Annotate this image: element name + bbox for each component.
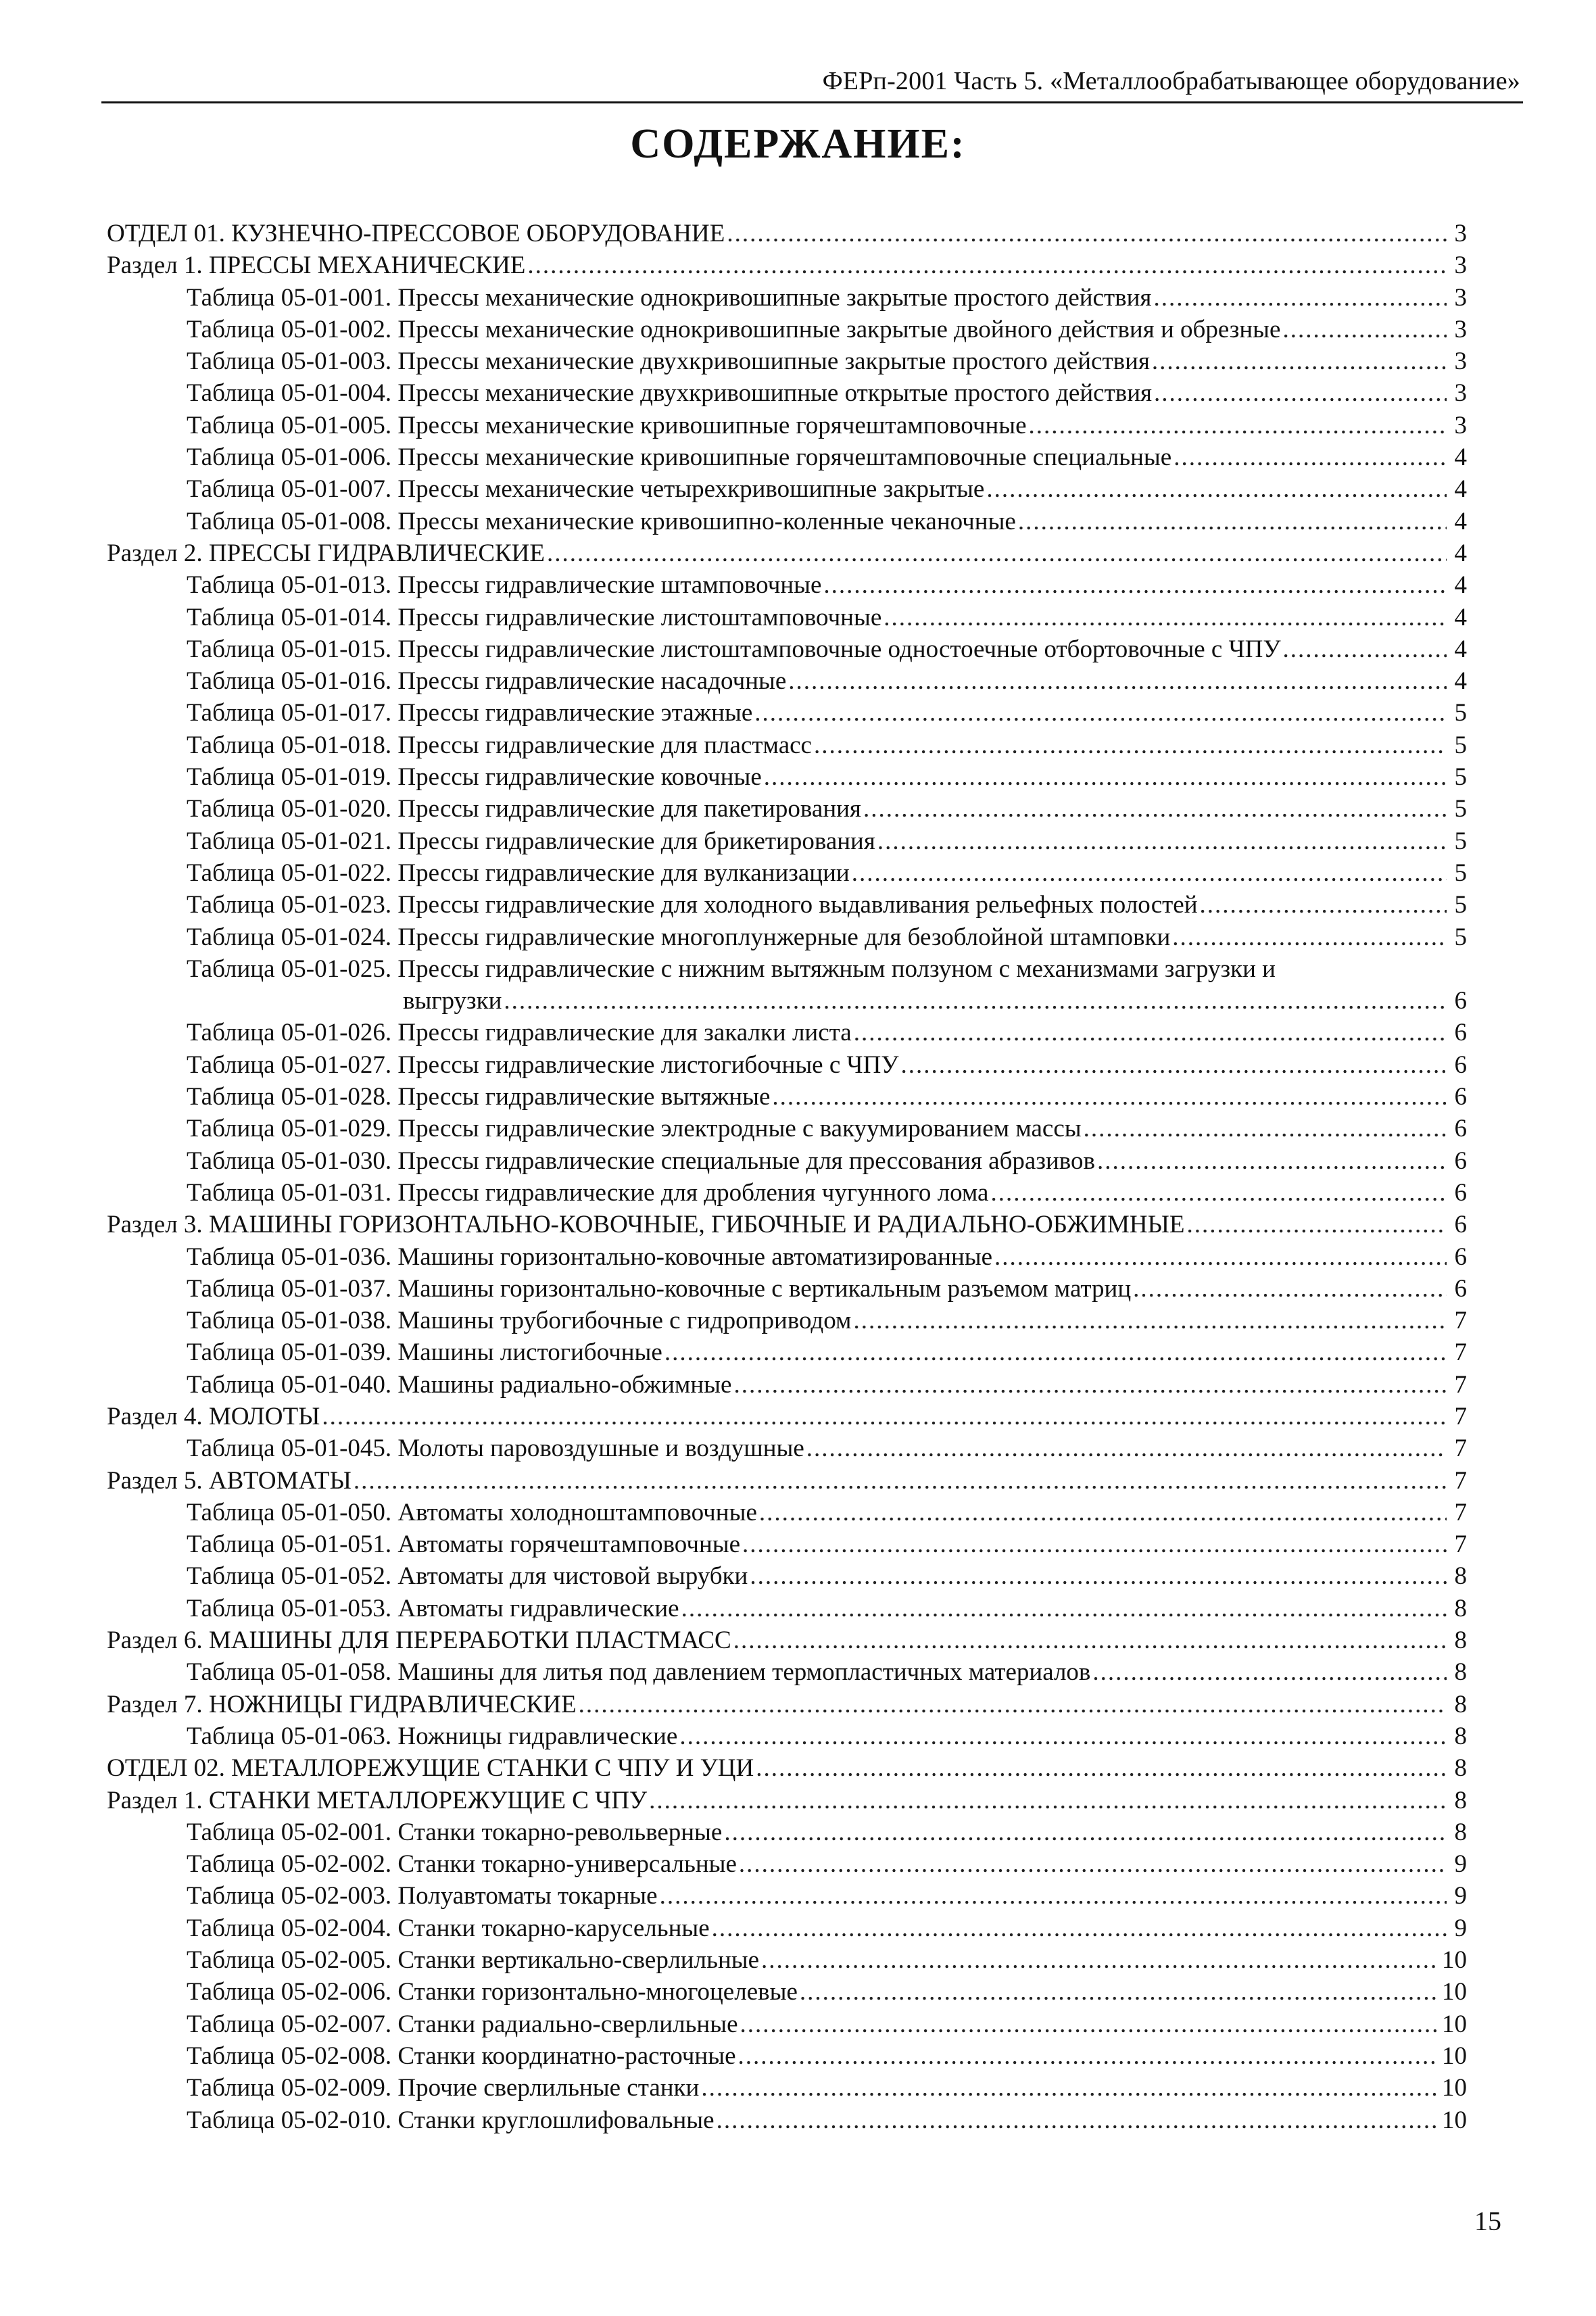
toc-table-entry[interactable] <box>107 953 1467 1017</box>
toc-entry-page: 6 <box>1454 1211 1467 1239</box>
toc-entry-title: Таблица 05-01-030. Прессы гидравлические специальные для прессования абразивов <box>187 1147 1095 1175</box>
toc-entry-title: Таблица 05-02-005. Станки вертикально-сверлильные <box>187 1946 760 1975</box>
toc-table-entry[interactable] <box>107 1145 1467 1177</box>
dot-leader <box>1282 314 1447 345</box>
toc-entry-title: Таблица 05-01-037. Машины горизонтально-ковочные с вертикальным разъемом матриц <box>187 1274 1132 1303</box>
toc-table-entry[interactable] <box>107 1305 1467 1336</box>
toc-table-entry[interactable] <box>107 1593 1467 1624</box>
dot-leader <box>504 985 1447 1017</box>
dot-leader <box>649 1785 1447 1816</box>
toc-entry-title: Таблица 05-01-007. Прессы механические четырехкривошипные закрытые <box>187 475 985 504</box>
dot-leader <box>724 1816 1447 1848</box>
toc-entry-title: Таблица 05-01-003. Прессы механические двухкривошипные закрытые простого действия <box>187 347 1150 376</box>
toc-entry-title: Таблица 05-01-036. Машины горизонтально-ковочные автоматизированные <box>187 1243 993 1271</box>
dot-leader <box>1152 345 1447 377</box>
dot-leader <box>1186 1209 1447 1240</box>
toc-entry-page: 5 <box>1454 699 1467 727</box>
toc-table-entry[interactable] <box>107 1177 1467 1209</box>
toc-entry-page: 9 <box>1454 1914 1467 1942</box>
toc-entry-page: 3 <box>1454 411 1467 439</box>
toc-entry-title: Таблица 05-01-002. Прессы механические однокривошипные закрытые двойного действия и обрезные <box>187 315 1281 343</box>
toc-entry-page: 10 <box>1442 2010 1467 2038</box>
dot-leader <box>660 1880 1447 1912</box>
dot-leader <box>739 1848 1447 1880</box>
dot-leader <box>756 1752 1447 1784</box>
toc-table-entry[interactable] <box>107 1497 1467 1528</box>
dot-leader <box>1154 377 1447 409</box>
toc-table-entry[interactable] <box>107 1976 1467 2008</box>
dot-leader <box>764 761 1447 793</box>
dot-leader <box>1153 282 1447 314</box>
toc-entry-page: 6 <box>1454 1274 1467 1303</box>
dot-leader <box>547 537 1447 569</box>
toc-section[interactable] <box>107 537 1467 569</box>
toc-entry-title: Таблица 05-01-021. Прессы гидравлические для брикетирования <box>187 827 875 855</box>
toc-entry-title: Таблица 05-01-045. Молоты паровоздушные и воздушные <box>187 1434 804 1463</box>
toc-table-entry[interactable] <box>107 569 1467 601</box>
toc-entry-title: Таблица 05-01-029. Прессы гидравлические электродные с вакуумированием массы <box>187 1115 1082 1143</box>
dot-leader <box>986 473 1447 505</box>
toc-table-entry[interactable] <box>107 793 1467 825</box>
toc-entry-title: Таблица 05-01-028. Прессы гидравлические вытяжные <box>187 1083 771 1111</box>
toc-entry-title: Таблица 05-01-026. Прессы гидравлические для закалки листа <box>187 1019 852 1047</box>
toc-entry-page: 6 <box>1454 1147 1467 1175</box>
toc-entry-title: Таблица 05-02-001. Станки токарно-револьверные <box>187 1818 723 1846</box>
toc-table-entry[interactable] <box>107 506 1467 537</box>
running-header: ФЕРп-2001 Часть 5. «Металлообрабатывающее оборудование» <box>822 67 1520 95</box>
toc-entry-page: 3 <box>1454 379 1467 408</box>
dot-leader <box>1092 1656 1447 1688</box>
toc-entry-page: 3 <box>1454 220 1467 247</box>
toc-section[interactable] <box>107 1465 1467 1497</box>
dot-leader <box>733 1369 1447 1401</box>
toc-table-entry[interactable] <box>107 761 1467 793</box>
dot-leader <box>701 2072 1438 2104</box>
toc-entry-title: Раздел 2. ПРЕССЫ ГИДРАВЛИЧЕСКИЕ <box>107 539 546 567</box>
toc-entry-title: Таблица 05-02-008. Станки координатно-расточные <box>187 2042 736 2070</box>
dot-leader <box>990 1177 1447 1209</box>
toc-entry-page: 4 <box>1454 635 1467 663</box>
toc-table-entry[interactable] <box>107 1656 1467 1688</box>
toc-table-entry[interactable] <box>107 441 1467 473</box>
toc-department[interactable] <box>107 1752 1467 1784</box>
dot-leader <box>754 697 1447 729</box>
toc-section[interactable] <box>107 1401 1467 1432</box>
toc-entry-page: 6 <box>1454 1243 1467 1271</box>
dot-leader <box>814 729 1447 761</box>
dot-leader <box>854 1017 1447 1048</box>
toc-table-entry[interactable] <box>107 345 1467 377</box>
dot-leader <box>853 1305 1447 1336</box>
toc-section[interactable] <box>107 1785 1467 1816</box>
toc-entry-page: 5 <box>1454 923 1467 951</box>
toc-table-entry[interactable] <box>107 2040 1467 2072</box>
toc-table-entry[interactable] <box>107 1369 1467 1401</box>
toc-entry-page: 6 <box>1454 987 1467 1015</box>
page-number: 15 <box>1474 2206 1501 2236</box>
toc-entry-page: 8 <box>1454 1786 1467 1814</box>
dot-leader <box>823 569 1447 601</box>
toc-entry-title: Таблица 05-01-040. Машины радиально-обжимные <box>187 1370 732 1399</box>
toc-entry-page: 5 <box>1454 891 1467 919</box>
toc-entry-page: 7 <box>1454 1307 1467 1335</box>
toc-entry-page: 6 <box>1454 1019 1467 1047</box>
toc-entry-title: Таблица 05-01-063. Ножницы гидравлические <box>187 1722 678 1750</box>
toc-entry-page: 4 <box>1454 571 1467 600</box>
toc-entry-title: Таблица 05-01-015. Прессы гидравлические листоштамповочные одностоечные отбортовочные с ЧПУ <box>187 635 1281 663</box>
toc-entry-title: Таблица 05-01-008. Прессы механические кривошипно-коленные чеканочные <box>187 507 1016 535</box>
toc-entry-page: 4 <box>1454 603 1467 631</box>
toc-table-entry[interactable] <box>107 1848 1467 1880</box>
toc-entry-title: Таблица 05-01-001. Прессы механические однокривошипные закрытые простого действия <box>187 283 1152 312</box>
dot-leader <box>712 1912 1447 1944</box>
toc-entry-page: 10 <box>1442 2074 1467 2102</box>
toc-entry-title: Раздел 4. МОЛОТЫ <box>107 1402 320 1430</box>
dot-leader <box>901 1049 1447 1081</box>
dot-leader <box>681 1593 1447 1624</box>
toc-entry-page: 10 <box>1442 1978 1467 2006</box>
toc-entry-page: 8 <box>1454 1754 1467 1783</box>
toc-entry-page: 6 <box>1454 1051 1467 1079</box>
dot-leader <box>740 2008 1438 2040</box>
toc-entry-title: Раздел 1. ПРЕССЫ МЕХАНИЧЕСКИЕ <box>107 251 526 280</box>
toc-table-entry[interactable] <box>107 921 1467 953</box>
toc-entry-page: 3 <box>1454 315 1467 343</box>
toc-table-entry[interactable] <box>107 314 1467 345</box>
toc-table-entry[interactable] <box>107 602 1467 633</box>
toc-entry-title: Таблица 05-01-023. Прессы гидравлические для холодного выдавливания рельефных полостей <box>187 891 1198 919</box>
dot-leader <box>994 1241 1447 1273</box>
toc-entry-page: 7 <box>1454 1402 1467 1430</box>
toc-entry-title: Раздел 1. СТАНКИ МЕТАЛЛОРЕЖУЩИЕ С ЧПУ <box>107 1786 648 1814</box>
toc-entry-title: Таблица 05-01-018. Прессы гидравлические для пластмасс <box>187 731 812 759</box>
dot-leader <box>742 1528 1447 1560</box>
toc-entry-title: Таблица 05-01-022. Прессы гидравлические для вулканизации <box>187 859 850 887</box>
dot-leader <box>527 249 1447 281</box>
toc-entry-title: Таблица 05-01-058. Машины для литья под давлением термопластичных материалов <box>187 1658 1091 1687</box>
toc-entry-title: Раздел 7. НОЖНИЦЫ ГИДРАВЛИЧЕСКИЕ <box>107 1690 577 1718</box>
toc-entry-continuation <box>187 985 1467 1017</box>
toc-entry-title: Таблица 05-01-005. Прессы механические кривошипные горячештамповочные <box>187 411 1027 439</box>
dot-leader <box>322 1401 1447 1432</box>
dot-leader <box>852 857 1447 889</box>
toc-table-entry[interactable] <box>107 410 1467 441</box>
dot-leader <box>738 2040 1438 2072</box>
toc-section[interactable] <box>107 1624 1467 1656</box>
toc-entry-page: 3 <box>1454 251 1467 280</box>
dot-leader <box>1172 921 1447 953</box>
toc-section[interactable] <box>107 1689 1467 1720</box>
toc-entry-page: 7 <box>1454 1370 1467 1399</box>
toc-table-entry[interactable] <box>107 633 1467 665</box>
dot-leader <box>354 1465 1447 1497</box>
toc-entry-title: Таблица 05-02-004. Станки токарно-карусельные <box>187 1914 710 1942</box>
toc-entry-page: 4 <box>1454 507 1467 535</box>
toc-table-entry[interactable] <box>107 1049 1467 1081</box>
page-title: СОДЕРЖАНИЕ: <box>630 121 966 167</box>
toc-entry-page: 7 <box>1454 1338 1467 1367</box>
dot-leader <box>579 1689 1447 1720</box>
toc-table-entry[interactable] <box>107 889 1467 921</box>
toc-entry-page: 8 <box>1454 1594 1467 1622</box>
toc-entry-title: Раздел 6. МАШИНЫ ДЛЯ ПЕРЕРАБОТКИ ПЛАСТМАСС <box>107 1626 731 1655</box>
toc-entry-page: 8 <box>1454 1626 1467 1655</box>
toc-entry-page: 5 <box>1454 795 1467 823</box>
toc-table-entry[interactable] <box>107 473 1467 505</box>
toc-entry-page: 8 <box>1454 1562 1467 1591</box>
toc-entry-page: 7 <box>1454 1434 1467 1463</box>
toc-table-entry[interactable] <box>107 1432 1467 1464</box>
toc-entry-page: 3 <box>1454 347 1467 376</box>
toc-entry-title: Таблица 05-01-017. Прессы гидравлические этажные <box>187 699 753 727</box>
toc-entry-title: ОТДЕЛ 02. МЕТАЛЛОРЕЖУЩИЕ СТАНКИ С ЧПУ И УЦИ <box>107 1754 754 1783</box>
dot-leader <box>679 1720 1447 1752</box>
toc-table-entry[interactable] <box>107 2008 1467 2040</box>
dot-leader <box>1084 1113 1447 1144</box>
toc-table-entry[interactable] <box>107 665 1467 697</box>
toc-entry-title: Таблица 05-02-010. Станки круглошлифовальные <box>187 2106 715 2134</box>
toc-entry-title: Таблица 05-01-038. Машины трубогибочные с гидроприводом <box>187 1307 852 1335</box>
dot-leader <box>1018 506 1447 537</box>
toc-table-entry[interactable] <box>107 1880 1467 1912</box>
toc-table-entry[interactable] <box>107 1912 1467 1944</box>
toc-entry-title: Таблица 05-02-009. Прочие сверлильные станки <box>187 2074 700 2102</box>
dot-leader <box>1097 1145 1447 1177</box>
toc-entry-page: 8 <box>1454 1690 1467 1718</box>
toc-entry-title: Таблица 05-01-031. Прессы гидравлические для дробления чугунного лома <box>187 1178 989 1207</box>
toc-entry-title-cont: выгрузки <box>403 987 502 1015</box>
toc-entry-title: Таблица 05-01-016. Прессы гидравлические насадочные <box>187 667 787 696</box>
toc-table-entry[interactable] <box>107 1113 1467 1144</box>
toc-table-entry[interactable] <box>107 1560 1467 1592</box>
dot-leader <box>877 825 1447 857</box>
toc-table-entry[interactable] <box>107 729 1467 761</box>
toc-section[interactable] <box>107 249 1467 281</box>
toc-entry-page: 7 <box>1454 1530 1467 1559</box>
dot-leader <box>717 2104 1438 2136</box>
dot-leader <box>800 1976 1438 2008</box>
toc-entry-page: 4 <box>1454 667 1467 696</box>
dot-leader <box>863 793 1447 825</box>
toc-table-entry[interactable] <box>107 1273 1467 1305</box>
toc-entry-title: Таблица 05-02-007. Станки радиально-сверлильные <box>187 2010 738 2038</box>
toc-table-entry[interactable] <box>107 1081 1467 1113</box>
toc-entry-page: 4 <box>1454 539 1467 567</box>
toc-table-entry[interactable] <box>107 825 1467 857</box>
toc-entry-page: 10 <box>1442 2042 1467 2070</box>
toc-entry-page: 5 <box>1454 827 1467 855</box>
dot-leader <box>772 1081 1447 1113</box>
dot-leader <box>1200 889 1447 921</box>
dot-leader <box>788 665 1447 697</box>
toc-entry-page: 10 <box>1442 2106 1467 2134</box>
toc-entry-page: 7 <box>1454 1498 1467 1526</box>
header-divider <box>101 101 1523 103</box>
toc-entry-page: 5 <box>1454 763 1467 792</box>
toc-entry-title: Таблица 05-01-006. Прессы механические кривошипные горячештамповочные специальные <box>187 443 1172 472</box>
toc-entry-page: 5 <box>1454 859 1467 887</box>
toc-entry-page: 9 <box>1454 1850 1467 1879</box>
toc-table-entry[interactable] <box>107 697 1467 729</box>
toc-table-entry[interactable] <box>107 282 1467 314</box>
toc-department[interactable] <box>107 218 1467 249</box>
toc-entry-page: 4 <box>1454 443 1467 472</box>
toc-entry-title: Таблица 05-02-003. Полуавтоматы токарные <box>187 1882 658 1910</box>
toc-entry-page: 3 <box>1454 283 1467 312</box>
toc-entry-title: Раздел 5. АВТОМАТЫ <box>107 1466 352 1495</box>
toc-entry-title: Таблица 05-01-053. Автоматы гидравлические <box>187 1594 679 1622</box>
dot-leader <box>1174 441 1447 473</box>
toc-entry-title: Таблица 05-01-004. Прессы механические двухкривошипные открытые простого действия <box>187 379 1153 408</box>
dot-leader <box>727 218 1447 249</box>
toc-table-entry[interactable] <box>107 1944 1467 1976</box>
toc-table-entry[interactable] <box>107 2104 1467 2136</box>
dot-leader <box>664 1336 1447 1368</box>
toc-table-entry[interactable] <box>107 1336 1467 1368</box>
dot-leader <box>1133 1273 1447 1305</box>
toc-entry-title: Таблица 05-01-014. Прессы гидравлические листоштамповочные <box>187 603 882 631</box>
toc-entry-title: Таблица 05-01-027. Прессы гидравлические листогибочные с ЧПУ <box>187 1051 899 1079</box>
toc-entry-page: 5 <box>1454 731 1467 759</box>
toc-entry-title: Раздел 3. МАШИНЫ ГОРИЗОНТАЛЬНО-КОВОЧНЫЕ, ГИБОЧНЫЕ И РАДИАЛЬНО-ОБЖИМНЫЕ <box>107 1211 1185 1239</box>
toc-table-entry[interactable] <box>107 2072 1467 2104</box>
toc-table-entry[interactable] <box>107 1816 1467 1848</box>
toc-entry-page: 8 <box>1454 1658 1467 1687</box>
toc-entry-title: Таблица 05-02-002. Станки токарно-универсальные <box>187 1850 737 1879</box>
toc-entry-title: Таблица 05-01-024. Прессы гидравлические многоплунжерные для безоблойной штамповки <box>187 923 1171 951</box>
dot-leader <box>750 1560 1447 1592</box>
toc-entry-page: 6 <box>1454 1083 1467 1111</box>
toc-table-entry[interactable] <box>107 1720 1467 1752</box>
dot-leader <box>759 1497 1447 1528</box>
toc-entry-title: Таблица 05-02-006. Станки горизонтально-многоцелевые <box>187 1978 798 2006</box>
toc-entry-page: 6 <box>1454 1178 1467 1207</box>
toc-table-entry[interactable] <box>107 1528 1467 1560</box>
toc-entry-title: Таблица 05-01-013. Прессы гидравлические штамповочные <box>187 571 822 600</box>
toc-entry-page: 8 <box>1454 1722 1467 1750</box>
dot-leader <box>884 602 1447 633</box>
toc-entry-page: 7 <box>1454 1466 1467 1495</box>
toc-table-entry[interactable] <box>107 377 1467 409</box>
dot-leader <box>1029 410 1447 441</box>
toc-entry-title: Таблица 05-01-051. Автоматы горячештамповочные <box>187 1530 741 1559</box>
toc-entry-page: 10 <box>1442 1946 1467 1975</box>
table-of-contents <box>107 218 1467 2136</box>
toc-entry-page: 6 <box>1454 1115 1467 1143</box>
toc-entry-title: Таблица 05-01-020. Прессы гидравлические для пакетирования <box>187 795 861 823</box>
toc-entry-page: 4 <box>1454 475 1467 504</box>
toc-entry-title: ОТДЕЛ 01. КУЗНЕЧНО-ПРЕССОВОЕ ОБОРУДОВАНИЕ <box>107 220 725 247</box>
dot-leader <box>806 1432 1447 1464</box>
toc-table-entry[interactable] <box>107 1241 1467 1273</box>
toc-entry-page: 9 <box>1454 1882 1467 1910</box>
dot-leader <box>733 1624 1447 1656</box>
toc-entry-title: Таблица 05-01-039. Машины листогибочные <box>187 1338 662 1367</box>
toc-entry-title: Таблица 05-01-019. Прессы гидравлические ковочные <box>187 763 762 792</box>
toc-entry-title: Таблица 05-01-025. Прессы гидравлические с нижним вытяжным ползуном с механизмами загрузки и <box>187 955 1276 983</box>
toc-table-entry[interactable] <box>107 1017 1467 1048</box>
dot-leader <box>1283 633 1447 665</box>
toc-entry-title: Таблица 05-01-050. Автоматы холодноштамповочные <box>187 1498 757 1526</box>
dot-leader <box>761 1944 1438 1976</box>
toc-entry-title: Таблица 05-01-052. Автоматы для чистовой вырубки <box>187 1562 748 1591</box>
toc-section[interactable] <box>107 1209 1467 1240</box>
toc-entry-page: 8 <box>1454 1818 1467 1846</box>
toc-table-entry[interactable] <box>107 857 1467 889</box>
